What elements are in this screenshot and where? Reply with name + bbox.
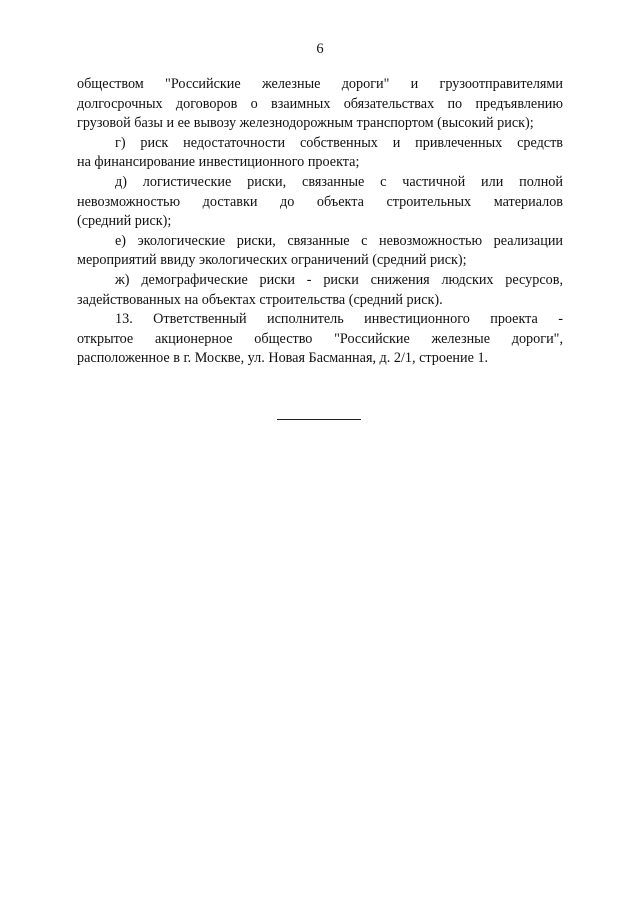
paragraph-item-d [77,173,563,232]
text-line: 13. Ответственный исполнитель инвестиционного проекта - [115,311,563,328]
text-line: долгосрочных договоров о взаимных обязательствах по предъявлению [77,95,563,112]
paragraph-section-13 [77,310,563,369]
text-line: е) экологические риски, связанные с невозможностью реализации [115,232,563,249]
text-line: д) логистические риски, связанные с частичной или полной [115,173,563,190]
document-body [77,75,563,369]
text-line: ж) демографические риски - риски снижения людских ресурсов, [115,271,563,288]
paragraph-item-e [77,232,563,271]
text-line: (средний риск); [77,213,172,230]
paragraph-continuation [77,75,563,134]
text-line: грузовой базы и ее вывозу железнодорожным транспортом (высокий риск); [77,115,534,132]
text-line: расположенное в г. Москве, ул. Новая Басманная, д. 2/1, строение 1. [77,350,489,367]
text-line: невозможностью доставки до объекта строительных материалов [77,193,563,210]
text-line: открытое акционерное общество "Российские железные дороги", [77,330,563,347]
paragraph-item-g [77,134,563,173]
end-of-document-rule [277,419,361,420]
text-line: мероприятий ввиду экологических ограничений (средний риск); [77,252,467,269]
text-line: г) риск недостаточности собственных и привлеченных средств [115,134,563,151]
text-line: на финансирование инвестиционного проекта; [77,154,360,171]
paragraph-item-zh [77,271,563,310]
text-line: обществом "Российские железные дороги" и грузоотправителями [77,76,563,92]
page-number: 6 [316,41,324,57]
text-line: задействованных на объектах строительства (средний риск). [77,291,443,308]
